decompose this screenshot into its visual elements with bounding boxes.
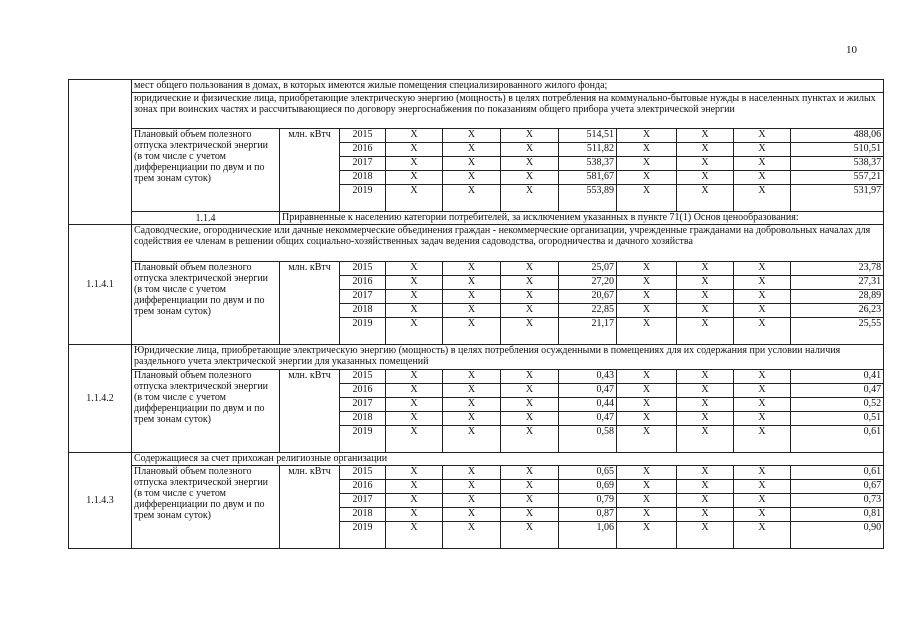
mark-cell: X xyxy=(386,129,443,143)
value-cell: 0,47 xyxy=(559,384,617,398)
subsection-title: Садоводческие, огороднические или дачные некоммерческие объединения граждан - некоммерческие организации, учрежденные гражданами на добровольных началах для содействия ее членам в решении общих социально-хозяйственных задач ведения садоводства, огородничества и дачного хозяйства xyxy=(132,225,884,262)
mark-cell: X xyxy=(677,370,734,384)
mark-cell: X xyxy=(501,494,559,508)
mark-cell: X xyxy=(677,304,734,318)
mark-cell: X xyxy=(501,143,559,157)
mark-cell: X xyxy=(386,185,443,212)
value-cell: 0,47 xyxy=(559,412,617,426)
value-cell: 0,73 xyxy=(791,494,884,508)
year-cell: 2017 xyxy=(340,494,386,508)
category-text: мест общего пользования в домах, в которых имеются жилые помещения специализированного жилого фонда; xyxy=(132,80,884,93)
value-cell: 0,43 xyxy=(559,370,617,384)
mark-cell: X xyxy=(443,412,501,426)
mark-cell: X xyxy=(501,185,559,212)
indicator-name: Плановый объем полезного отпуска электрической энергии (в том числе с учетом дифференциации по двум и по трем зонам суток) xyxy=(132,262,280,345)
mark-cell: X xyxy=(443,143,501,157)
mark-cell: X xyxy=(501,508,559,522)
value-cell: 0,61 xyxy=(791,466,884,480)
mark-cell: X xyxy=(617,466,677,480)
mark-cell: X xyxy=(443,398,501,412)
mark-cell: X xyxy=(386,384,443,398)
mark-cell: X xyxy=(386,143,443,157)
mark-cell: X xyxy=(734,480,791,494)
mark-cell: X xyxy=(443,508,501,522)
mark-cell: X xyxy=(617,171,677,185)
value-cell: 25,07 xyxy=(559,262,617,276)
mark-cell: X xyxy=(677,398,734,412)
mark-cell: X xyxy=(501,171,559,185)
mark-cell: X xyxy=(617,143,677,157)
year-cell: 2018 xyxy=(340,304,386,318)
mark-cell: X xyxy=(443,466,501,480)
year-cell: 2019 xyxy=(340,185,386,212)
mark-cell: X xyxy=(617,290,677,304)
mark-cell: X xyxy=(734,318,791,345)
mark-cell: X xyxy=(677,494,734,508)
mark-cell: X xyxy=(443,129,501,143)
mark-cell: X xyxy=(386,480,443,494)
mark-cell: X xyxy=(617,318,677,345)
mark-cell: X xyxy=(501,522,559,549)
year-cell: 2016 xyxy=(340,480,386,494)
mark-cell: X xyxy=(386,508,443,522)
mark-cell: X xyxy=(617,384,677,398)
value-cell: 514,51 xyxy=(559,129,617,143)
value-cell: 557,21 xyxy=(791,171,884,185)
mark-cell: X xyxy=(386,304,443,318)
value-cell: 22,85 xyxy=(559,304,617,318)
mark-cell: X xyxy=(734,398,791,412)
mark-cell: X xyxy=(617,508,677,522)
mark-cell: X xyxy=(734,508,791,522)
value-cell: 0,47 xyxy=(791,384,884,398)
year-cell: 2019 xyxy=(340,426,386,453)
mark-cell: X xyxy=(443,384,501,398)
value-cell: 553,89 xyxy=(559,185,617,212)
indicator-name: Плановый объем полезного отпуска электрической энергии (в том числе с учетом дифференциации по двум и по трем зонам суток) xyxy=(132,129,280,212)
mark-cell: X xyxy=(734,129,791,143)
year-cell: 2015 xyxy=(340,262,386,276)
year-cell: 2016 xyxy=(340,276,386,290)
value-cell: 28,89 xyxy=(791,290,884,304)
mark-cell: X xyxy=(617,480,677,494)
mark-cell: X xyxy=(677,426,734,453)
year-cell: 2015 xyxy=(340,129,386,143)
mark-cell: X xyxy=(617,157,677,171)
mark-cell: X xyxy=(501,370,559,384)
mark-cell: X xyxy=(734,384,791,398)
subsection-code: 1.1.4.1 xyxy=(69,225,132,345)
mark-cell: X xyxy=(734,412,791,426)
mark-cell: X xyxy=(677,129,734,143)
value-cell: 0,44 xyxy=(559,398,617,412)
value-cell: 0,52 xyxy=(791,398,884,412)
mark-cell: X xyxy=(443,318,501,345)
value-cell: 0,90 xyxy=(791,522,884,549)
mark-cell: X xyxy=(677,262,734,276)
value-cell: 0,65 xyxy=(559,466,617,480)
mark-cell: X xyxy=(677,318,734,345)
year-cell: 2016 xyxy=(340,143,386,157)
mark-cell: X xyxy=(677,185,734,212)
mark-cell: X xyxy=(617,262,677,276)
year-cell: 2016 xyxy=(340,384,386,398)
mark-cell: X xyxy=(386,157,443,171)
mark-cell: X xyxy=(617,276,677,290)
mark-cell: X xyxy=(617,129,677,143)
table-row xyxy=(69,453,884,466)
mark-cell: X xyxy=(734,522,791,549)
mark-cell: X xyxy=(386,290,443,304)
code-cell-empty xyxy=(69,80,132,225)
table-row xyxy=(69,262,884,276)
mark-cell: X xyxy=(501,384,559,398)
year-cell: 2019 xyxy=(340,318,386,345)
subsection-title: Содержащиеся за счет прихожан религиозные организации xyxy=(132,453,884,466)
mark-cell: X xyxy=(443,522,501,549)
mark-cell: X xyxy=(677,290,734,304)
mark-cell: X xyxy=(677,143,734,157)
mark-cell: X xyxy=(443,276,501,290)
mark-cell: X xyxy=(386,262,443,276)
year-cell: 2018 xyxy=(340,412,386,426)
year-cell: 2018 xyxy=(340,171,386,185)
mark-cell: X xyxy=(501,466,559,480)
value-cell: 538,37 xyxy=(559,157,617,171)
mark-cell: X xyxy=(386,318,443,345)
mark-cell: X xyxy=(443,157,501,171)
mark-cell: X xyxy=(386,426,443,453)
mark-cell: X xyxy=(617,494,677,508)
value-cell: 21,17 xyxy=(559,318,617,345)
value-cell: 26,23 xyxy=(791,304,884,318)
table-row xyxy=(69,225,884,262)
mark-cell: X xyxy=(677,508,734,522)
value-cell: 531,97 xyxy=(791,185,884,212)
mark-cell: X xyxy=(501,426,559,453)
mark-cell: X xyxy=(501,290,559,304)
mark-cell: X xyxy=(734,185,791,212)
year-cell: 2018 xyxy=(340,508,386,522)
mark-cell: X xyxy=(677,157,734,171)
unit-cell: млн. кВтч xyxy=(280,129,340,212)
mark-cell: X xyxy=(501,318,559,345)
mark-cell: X xyxy=(386,466,443,480)
mark-cell: X xyxy=(386,412,443,426)
unit-cell: млн. кВтч xyxy=(280,370,340,453)
mark-cell: X xyxy=(501,157,559,171)
tariff-table xyxy=(68,79,884,549)
mark-cell: X xyxy=(386,522,443,549)
mark-cell: X xyxy=(677,480,734,494)
value-cell: 0,51 xyxy=(791,412,884,426)
subsection-code: 1.1.4.3 xyxy=(69,453,132,549)
year-cell: 2017 xyxy=(340,290,386,304)
mark-cell: X xyxy=(677,384,734,398)
mark-cell: X xyxy=(443,304,501,318)
table-row xyxy=(69,345,884,370)
mark-cell: X xyxy=(617,398,677,412)
mark-cell: X xyxy=(734,370,791,384)
mark-cell: X xyxy=(501,398,559,412)
table-row xyxy=(69,80,884,93)
value-cell: 23,78 xyxy=(791,262,884,276)
mark-cell: X xyxy=(501,129,559,143)
value-cell: 0,87 xyxy=(559,508,617,522)
mark-cell: X xyxy=(617,426,677,453)
value-cell: 0,61 xyxy=(791,426,884,453)
mark-cell: X xyxy=(386,276,443,290)
mark-cell: X xyxy=(734,262,791,276)
section-title: Приравненные к населению категории потребителей, за исключением указанных в пункте 71(1) Основ ценообразования: xyxy=(280,212,884,225)
value-cell: 0,41 xyxy=(791,370,884,384)
mark-cell: X xyxy=(443,480,501,494)
subsection-title: Юридические лица, приобретающие электрическую энергию (мощность) в целях потребления осужденными в помещениях для их содержания при условии наличия раздельного учета электрической энергии для указанных помещений xyxy=(132,345,884,370)
indicator-name: Плановый объем полезного отпуска электрической энергии (в том числе с учетом дифференциации по двум и по трем зонам суток) xyxy=(132,466,280,549)
mark-cell: X xyxy=(734,276,791,290)
table-row xyxy=(69,93,884,129)
year-cell: 2017 xyxy=(340,398,386,412)
mark-cell: X xyxy=(443,290,501,304)
mark-cell: X xyxy=(501,262,559,276)
table-row xyxy=(69,466,884,480)
mark-cell: X xyxy=(386,494,443,508)
table-row xyxy=(69,129,884,143)
value-cell: 0,81 xyxy=(791,508,884,522)
value-cell: 581,67 xyxy=(559,171,617,185)
value-cell: 20,67 xyxy=(559,290,617,304)
mark-cell: X xyxy=(386,398,443,412)
category-text: юридические и физические лица, приобретающие электрическую энергию (мощность) в целях потребления на коммунально-бытовые нужды в населенных пунктах и жилых зонах при воинских частях и рассчитывающиеся по договору энергоснабжения по показаниям общего прибора учета электрической энергии xyxy=(132,93,884,129)
mark-cell: X xyxy=(677,466,734,480)
value-cell: 0,58 xyxy=(559,426,617,453)
mark-cell: X xyxy=(734,304,791,318)
value-cell: 488,06 xyxy=(791,129,884,143)
mark-cell: X xyxy=(617,522,677,549)
mark-cell: X xyxy=(443,262,501,276)
mark-cell: X xyxy=(677,171,734,185)
year-cell: 2015 xyxy=(340,370,386,384)
mark-cell: X xyxy=(443,494,501,508)
mark-cell: X xyxy=(443,370,501,384)
mark-cell: X xyxy=(617,370,677,384)
table-row xyxy=(69,370,884,384)
value-cell: 510,51 xyxy=(791,143,884,157)
year-cell: 2015 xyxy=(340,466,386,480)
mark-cell: X xyxy=(443,426,501,453)
mark-cell: X xyxy=(386,370,443,384)
unit-cell: млн. кВтч xyxy=(280,466,340,549)
mark-cell: X xyxy=(734,426,791,453)
value-cell: 511,82 xyxy=(559,143,617,157)
mark-cell: X xyxy=(734,143,791,157)
value-cell: 0,79 xyxy=(559,494,617,508)
mark-cell: X xyxy=(386,171,443,185)
unit-cell: млн. кВтч xyxy=(280,262,340,345)
value-cell: 1,06 xyxy=(559,522,617,549)
mark-cell: X xyxy=(617,185,677,212)
mark-cell: X xyxy=(734,290,791,304)
value-cell: 25,55 xyxy=(791,318,884,345)
value-cell: 538,37 xyxy=(791,157,884,171)
mark-cell: X xyxy=(677,276,734,290)
mark-cell: X xyxy=(677,522,734,549)
value-cell: 27,31 xyxy=(791,276,884,290)
mark-cell: X xyxy=(734,466,791,480)
mark-cell: X xyxy=(501,412,559,426)
year-cell: 2017 xyxy=(340,157,386,171)
mark-cell: X xyxy=(443,171,501,185)
mark-cell: X xyxy=(734,494,791,508)
mark-cell: X xyxy=(734,171,791,185)
mark-cell: X xyxy=(501,480,559,494)
page-number: 10 xyxy=(846,44,857,56)
mark-cell: X xyxy=(501,276,559,290)
mark-cell: X xyxy=(734,157,791,171)
section-row xyxy=(69,212,884,225)
value-cell: 0,69 xyxy=(559,480,617,494)
subsection-code: 1.1.4.2 xyxy=(69,345,132,453)
indicator-name: Плановый объем полезного отпуска электрической энергии (в том числе с учетом дифференциации по двум и по трем зонам суток) xyxy=(132,370,280,453)
section-code: 1.1.4 xyxy=(132,212,280,225)
mark-cell: X xyxy=(677,412,734,426)
value-cell: 27,20 xyxy=(559,276,617,290)
mark-cell: X xyxy=(501,304,559,318)
value-cell: 0,67 xyxy=(791,480,884,494)
mark-cell: X xyxy=(443,185,501,212)
mark-cell: X xyxy=(617,412,677,426)
mark-cell: X xyxy=(617,304,677,318)
year-cell: 2019 xyxy=(340,522,386,549)
